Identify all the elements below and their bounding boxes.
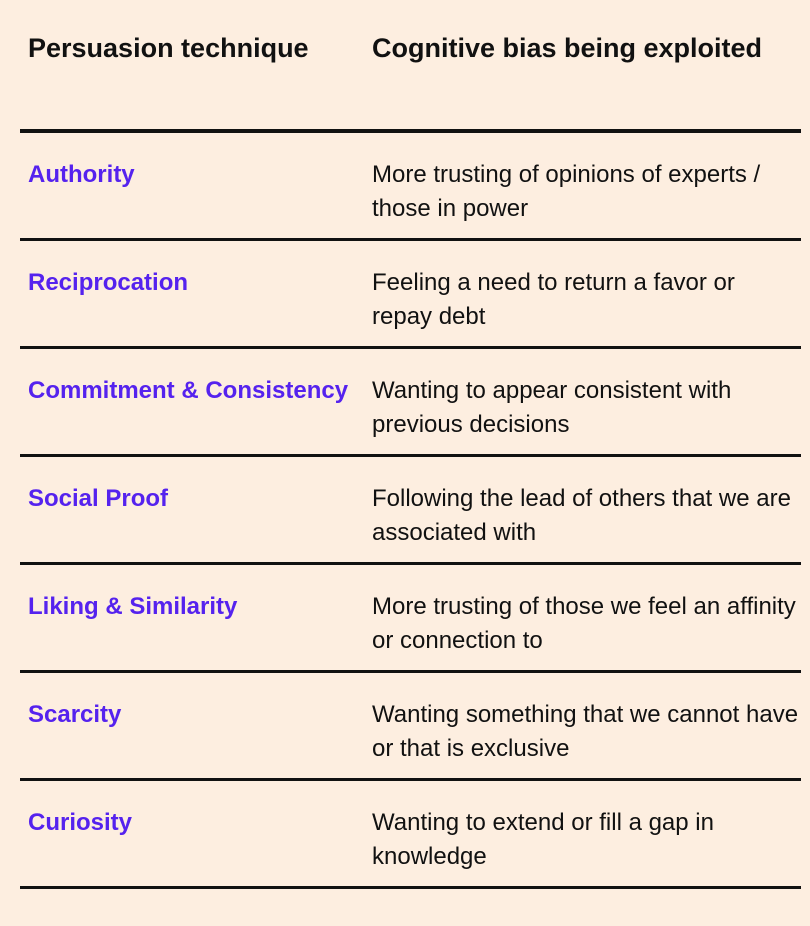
table-row (20, 349, 801, 457)
bias-cell: More trusting of those we feel an affinity or connection to (372, 593, 796, 654)
bias-cell: Feeling a need to return a favor or repay debt (372, 269, 735, 330)
bias-cell: Wanting something that we cannot have or that is exclusive (372, 701, 799, 762)
bias-cell: More trusting of opinions of experts / those in power (372, 161, 761, 222)
table-row (20, 457, 801, 565)
table-row (20, 133, 801, 241)
technique-cell: Curiosity (28, 809, 133, 836)
bias-cell: Following the lead of others that we are associated with (372, 485, 791, 546)
header-persuasion-technique: Persuasion technique (28, 33, 309, 63)
technique-cell: Authority (28, 161, 135, 188)
technique-cell: Commitment & Consistency (28, 377, 349, 404)
technique-cell: Reciprocation (28, 269, 189, 296)
header-cognitive-bias: Cognitive bias being exploited (372, 33, 763, 63)
table-row (20, 241, 801, 349)
technique-cell: Liking & Similarity (28, 593, 238, 620)
technique-cell: Social Proof (28, 485, 169, 512)
table-row (20, 781, 801, 889)
bias-cell: Wanting to extend or fill a gap in knowledge (372, 809, 714, 870)
technique-cell: Scarcity (28, 701, 122, 728)
table-header-row (20, 0, 801, 133)
bias-cell: Wanting to appear consistent with previous decisions (372, 377, 732, 438)
table-row (20, 673, 801, 781)
persuasion-table (20, 0, 801, 889)
table-row (20, 565, 801, 673)
